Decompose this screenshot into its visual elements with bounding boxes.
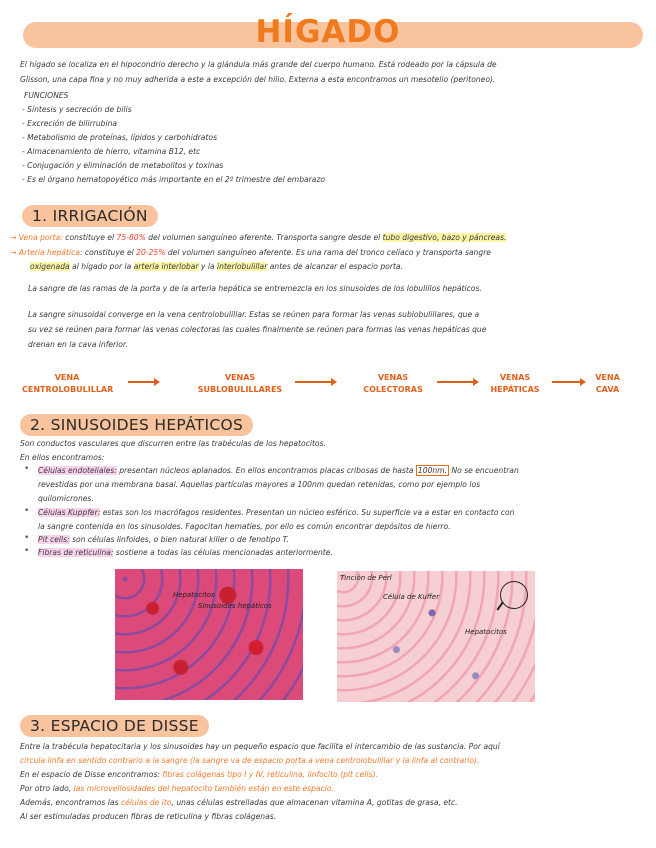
text-segment: arteria interlobar: [133, 262, 199, 271]
flow-step-text: VENA: [54, 373, 80, 382]
flow-step-text: VENAS: [224, 373, 256, 382]
sinusoid-line: [38, 535, 289, 544]
text-segment: son células linfoides, o bien natural killer o de fenotipo T.: [69, 535, 289, 544]
disse-line: [20, 798, 458, 807]
flow-step-text: HEPÁTICAS: [490, 385, 540, 394]
bullet-icon: •: [24, 546, 30, 556]
magnifier-circle: [500, 581, 528, 609]
text-segment: →: [10, 248, 19, 257]
section-heading-sinusoides: 2. SINUSOIDES HEPÁTICOS: [20, 414, 253, 436]
function-item: - Metabolismo de proteínas, lípidos y carbohidratos: [22, 133, 218, 142]
bullet-icon: •: [24, 464, 30, 474]
arrow-right-icon: [552, 381, 582, 383]
text-segment: células de ito: [120, 798, 172, 807]
text-segment: Entre la trabécula hepatocitaria y los sinusoides hay un pequeño espacio que facilita el intercambio de las sustancia. Por aquí: [20, 742, 500, 751]
image-caption: Tinción de Perl: [340, 574, 392, 582]
function-item: - Conjugación y eliminación de metabolitos y toxinas: [22, 161, 224, 170]
sinusoid-line: [38, 480, 480, 489]
text-segment: El hígado se localiza en el hipocondrio derecho y la glándula más grande del cuerpo humano. Está rodeado por la cápsula de: [20, 60, 497, 69]
disse-line: [20, 812, 276, 821]
text-segment: 75-80%: [116, 233, 146, 242]
text-segment: Pit cells:: [38, 535, 70, 544]
text-segment: la sangre contenida en los sinusoides. Fagocitan hematíes, por ello es común encontrar depósitos de hierro.: [38, 522, 451, 531]
text-segment: Arteria hepática:: [18, 248, 83, 257]
disse-line: [20, 756, 479, 765]
arrow-right-icon: [437, 381, 475, 383]
sinusoid-line: [20, 453, 104, 462]
text-segment: Además, encontramos las: [20, 798, 121, 807]
text-segment: 100nm.: [417, 466, 448, 475]
arrow-right-icon: [295, 381, 333, 383]
text-segment: presentan núcleos aplanados. En ellos encontramos placas cribosas de hasta: [116, 466, 416, 475]
text-segment: →: [10, 233, 19, 242]
text-segment: circula linfa en sentido contrario a la sangre (la sangre va de espacio porta a vena centrolobulillar y la linfa al contrario).: [20, 756, 480, 765]
function-item: - Es el órgano hematopoyético más importante en el 2º trimestre del embarazo: [22, 175, 326, 184]
text-segment: Glisson, una capa fina y no muy adherida a este a excepción del hilio. Externa a esta encontramos un mesotelio (peritoneo).: [20, 75, 496, 84]
histology-image-sinusoids: [115, 569, 303, 700]
flow-step-text: CENTROLOBULILLAR: [22, 385, 114, 394]
arrow-right-icon: [128, 381, 156, 383]
text-segment: 20-25%: [136, 248, 166, 257]
text-segment: Por otro lado,: [20, 784, 74, 793]
text-segment: y la: [198, 262, 218, 271]
text-segment: constituye el: [82, 248, 137, 257]
magnifier-handle: [497, 601, 504, 610]
text-segment: Células endoteliales:: [38, 466, 117, 475]
text-segment: Células Kuppfer:: [38, 508, 101, 517]
sinusoid-line: [38, 466, 519, 475]
text-segment: Al ser estimuladas producen fibras de reticulina y fibras colágenas.: [20, 812, 277, 821]
text-segment: Vena porta:: [18, 233, 63, 242]
intro-line: [20, 75, 495, 84]
functions-heading: FUNCIONES: [24, 91, 69, 100]
irrigation-line: [28, 325, 486, 334]
bullet-icon: •: [24, 506, 30, 516]
section-heading-disse: 3. ESPACIO DE DISSE: [20, 715, 209, 737]
text-segment: estas son los macrófagos residentes. Presentan un núcleo esférico. Su superficie va a estar en contacto con: [100, 508, 515, 517]
flow-step: [180, 372, 300, 396]
flow-step: [358, 372, 428, 396]
sinusoid-line: [38, 522, 451, 531]
text-segment: quilomicrones.: [38, 494, 94, 503]
text-segment: constituye el: [62, 233, 117, 242]
function-item: - Excreción de bilirrubina: [22, 119, 118, 128]
flow-step-text: VENAS: [499, 373, 531, 382]
text-segment: revestidas por una membrana basal. Aquellas partículas mayores a 100nm quedan retenidas, como por ejemplo los: [38, 480, 481, 489]
text-segment: La sangre sinusoidal converge en la vena centrolobulillar. Estas se reúnen para formar las venas sublobulillares, que a: [28, 310, 480, 319]
sinusoid-line: [38, 548, 333, 557]
text-segment: sostiene a todas las células mencionadas anteriormente.: [113, 548, 333, 557]
flow-step-text: COLECTORAS: [363, 385, 423, 394]
text-segment: tubo digestivo, bazo y páncreas.: [382, 233, 507, 242]
text-segment: del volumen sanguíneo aferente. Transporta sangre desde el: [145, 233, 383, 242]
text-segment: En el espacio de Disse encontramos:: [20, 770, 163, 779]
intro-line: [20, 60, 497, 69]
text-segment: antes de alcanzar el espacio porta.: [267, 262, 403, 271]
flow-step-text: SUBLOBULILLARES: [197, 385, 283, 394]
irrigation-line: [28, 310, 479, 319]
flow-step: [22, 372, 112, 396]
irrigation-line: [28, 340, 128, 349]
sinusoid-line: [38, 494, 94, 503]
text-segment: interlobulillar: [217, 262, 268, 271]
flow-step: [590, 372, 625, 396]
sinusoid-line: [38, 508, 514, 517]
text-segment: , unas células estrelladas que almacenan vitamina A, gotitas de grasa, etc.: [171, 798, 458, 807]
disse-line: [20, 742, 500, 751]
irrigation-line: [28, 284, 482, 293]
sinusoid-line: [20, 439, 326, 448]
flow-step-text: VENAS: [377, 373, 409, 382]
page-title: HÍGADO: [255, 14, 401, 50]
disse-line: [20, 770, 378, 779]
text-segment: En ellos encontramos:: [20, 453, 105, 462]
text-segment: Fibras de reticulina:: [38, 548, 114, 557]
text-segment: las microvellosidades del hepatocito también están en este espacio.: [73, 784, 334, 793]
text-segment: oxigenada: [30, 262, 70, 271]
disse-line: [20, 784, 334, 793]
label-sinusoides: Sinusoides hepáticos: [198, 602, 272, 610]
irrigation-line: [30, 262, 403, 271]
flow-step-text: CAVA: [595, 385, 620, 394]
flow-step: [485, 372, 545, 396]
label-hepatocitos: Hepatocitos: [465, 628, 507, 636]
text-segment: al hígado por la: [69, 262, 134, 271]
label-kupffer: Célula de Kuffer: [383, 593, 440, 601]
function-item: - Síntesis y secreción de bilis: [22, 105, 132, 114]
label-hepatocitos: Hepatocitos: [173, 591, 215, 599]
irrigation-line: [10, 248, 491, 257]
text-segment: del volumen sanguíneo aferente. Es una rama del tronco celíaco y transporta sangre: [165, 248, 491, 257]
text-segment: fibras colágenas tipo I y IV, reticulina, linfocito (pit cells).: [162, 770, 378, 779]
irrigation-line: [10, 233, 506, 242]
function-item: - Almacenamiento de hierro, vitamina B12, etc: [22, 147, 201, 156]
section-heading-irrigacion: 1. IRRIGACIÓN: [22, 205, 158, 227]
text-segment: La sangre de las ramas de la porta y de la arteria hepática se entremezcla en los sinusoides de los lobulillos hepáticos.: [28, 284, 482, 293]
histology-image-perl-stain: [337, 571, 535, 702]
text-segment: No se encuentran: [449, 466, 519, 475]
text-segment: Son conductos vasculares que discurren entre las trabéculas de los hepatocitos.: [20, 439, 326, 448]
text-segment: su vez se reúnen para formar las venas colectoras las cuales finalmente se reúnen para formas las venas hepáticas que: [28, 325, 487, 334]
text-segment: drenan en la cava inferior.: [28, 340, 128, 349]
bullet-icon: •: [24, 533, 30, 543]
flow-step-text: VENA: [595, 373, 620, 382]
